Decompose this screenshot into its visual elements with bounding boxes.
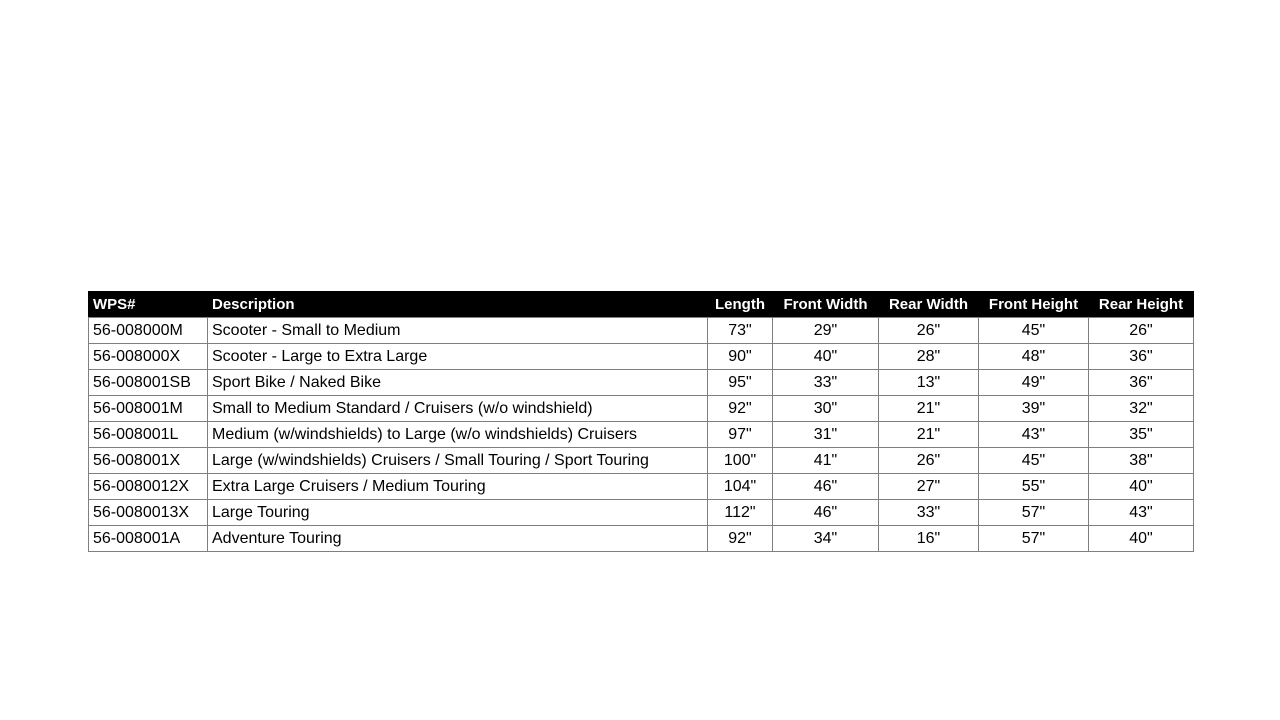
table-cell: 30" bbox=[773, 396, 879, 422]
table-cell: 92" bbox=[708, 396, 773, 422]
table-cell: Scooter - Large to Extra Large bbox=[208, 344, 708, 370]
table-cell: Scooter - Small to Medium bbox=[208, 318, 708, 344]
table-cell: 36" bbox=[1089, 344, 1194, 370]
table-cell: 40" bbox=[1089, 474, 1194, 500]
column-header-description: Description bbox=[208, 292, 708, 318]
table-cell: 97" bbox=[708, 422, 773, 448]
table-cell: 26" bbox=[1089, 318, 1194, 344]
table-cell: 57" bbox=[979, 526, 1089, 552]
table-cell: 13" bbox=[879, 370, 979, 396]
spec-table bbox=[88, 291, 1194, 552]
table-cell: 45" bbox=[979, 318, 1089, 344]
table-cell: 29" bbox=[773, 318, 879, 344]
table-cell: 16" bbox=[879, 526, 979, 552]
table-cell: Adventure Touring bbox=[208, 526, 708, 552]
table-cell: 56-0080013X bbox=[89, 500, 208, 526]
table-row bbox=[89, 344, 1194, 370]
table-cell: 26" bbox=[879, 318, 979, 344]
table-cell: Small to Medium Standard / Cruisers (w/o windshield) bbox=[208, 396, 708, 422]
table-cell: 40" bbox=[1089, 526, 1194, 552]
table-cell: 90" bbox=[708, 344, 773, 370]
table-cell: 31" bbox=[773, 422, 879, 448]
column-header-front-height: Front Height bbox=[979, 292, 1089, 318]
table-cell: 56-008001X bbox=[89, 448, 208, 474]
table-header-row bbox=[89, 292, 1194, 318]
table-cell: 56-0080012X bbox=[89, 474, 208, 500]
table-row bbox=[89, 474, 1194, 500]
table-cell: 49" bbox=[979, 370, 1089, 396]
table-cell: 33" bbox=[879, 500, 979, 526]
table-cell: 100" bbox=[708, 448, 773, 474]
table-cell: Extra Large Cruisers / Medium Touring bbox=[208, 474, 708, 500]
table-row bbox=[89, 526, 1194, 552]
table-row bbox=[89, 448, 1194, 474]
table-cell: 21" bbox=[879, 422, 979, 448]
table-cell: 56-008001M bbox=[89, 396, 208, 422]
table-cell: Large (w/windshields) Cruisers / Small Touring / Sport Touring bbox=[208, 448, 708, 474]
table-cell: 104" bbox=[708, 474, 773, 500]
table-cell: 33" bbox=[773, 370, 879, 396]
table-cell: 56-008001SB bbox=[89, 370, 208, 396]
column-header-rear-width: Rear Width bbox=[879, 292, 979, 318]
table-row bbox=[89, 500, 1194, 526]
table-row bbox=[89, 318, 1194, 344]
table-cell: Medium (w/windshields) to Large (w/o windshields) Cruisers bbox=[208, 422, 708, 448]
table-cell: 112" bbox=[708, 500, 773, 526]
table-row bbox=[89, 422, 1194, 448]
column-header-length: Length bbox=[708, 292, 773, 318]
table-row bbox=[89, 396, 1194, 422]
table-cell: 56-008000M bbox=[89, 318, 208, 344]
table-cell: 56-008000X bbox=[89, 344, 208, 370]
table-cell: 48" bbox=[979, 344, 1089, 370]
table-cell: 92" bbox=[708, 526, 773, 552]
table-cell: 21" bbox=[879, 396, 979, 422]
table-cell: 38" bbox=[1089, 448, 1194, 474]
table-cell: 46" bbox=[773, 474, 879, 500]
table-row bbox=[89, 370, 1194, 396]
table-cell: 43" bbox=[1089, 500, 1194, 526]
table-cell: 32" bbox=[1089, 396, 1194, 422]
cover-size-spec-table bbox=[88, 291, 1194, 552]
table-cell: Sport Bike / Naked Bike bbox=[208, 370, 708, 396]
table-cell: 27" bbox=[879, 474, 979, 500]
table-cell: 43" bbox=[979, 422, 1089, 448]
table-cell: 36" bbox=[1089, 370, 1194, 396]
table-header bbox=[89, 292, 1194, 318]
table-cell: 26" bbox=[879, 448, 979, 474]
table-cell: 56-008001A bbox=[89, 526, 208, 552]
table-cell: 56-008001L bbox=[89, 422, 208, 448]
table-cell: 35" bbox=[1089, 422, 1194, 448]
table-body bbox=[89, 318, 1194, 552]
table-cell: 45" bbox=[979, 448, 1089, 474]
table-cell: 55" bbox=[979, 474, 1089, 500]
table-cell: 73" bbox=[708, 318, 773, 344]
table-cell: 34" bbox=[773, 526, 879, 552]
column-header-rear-height: Rear Height bbox=[1089, 292, 1194, 318]
column-header-wps-number: WPS# bbox=[89, 292, 208, 318]
table-cell: 28" bbox=[879, 344, 979, 370]
table-cell: Large Touring bbox=[208, 500, 708, 526]
table-cell: 40" bbox=[773, 344, 879, 370]
column-header-front-width: Front Width bbox=[773, 292, 879, 318]
table-cell: 41" bbox=[773, 448, 879, 474]
table-cell: 95" bbox=[708, 370, 773, 396]
table-cell: 39" bbox=[979, 396, 1089, 422]
table-cell: 57" bbox=[979, 500, 1089, 526]
table-cell: 46" bbox=[773, 500, 879, 526]
